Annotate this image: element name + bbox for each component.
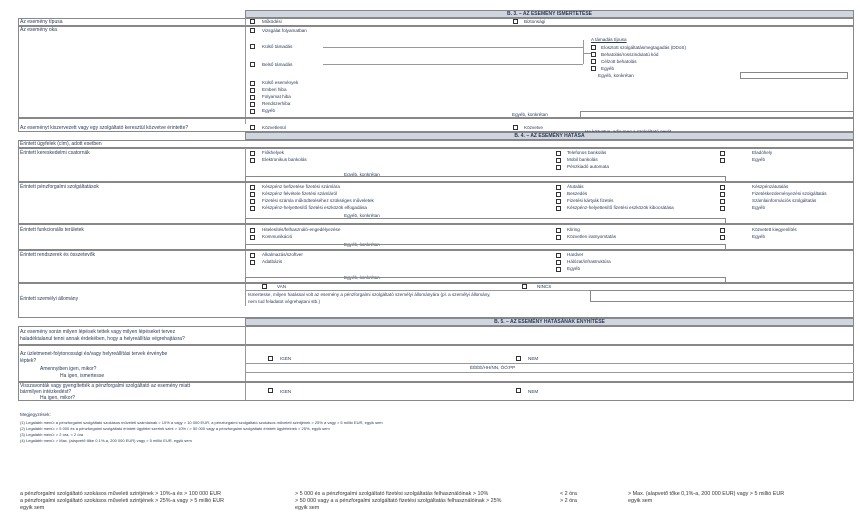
eladohely-checkbox[interactable] [720,151,725,156]
nincs-checkbox[interactable] [522,284,527,289]
penz-6-checkbox[interactable] [556,192,561,197]
b4-affected-row [18,140,854,148]
attack-egyeb-label: Egyéb [601,66,615,71]
rendszerhiba-checkbox[interactable] [250,102,255,107]
kozvetve-label: Közvetve [524,125,543,130]
funk-2-label: Kommunikáció [262,234,293,239]
penz-5-checkbox[interactable] [556,185,561,190]
rend-4-checkbox[interactable] [556,260,561,265]
b5-q2-line4: Ha igen, ismertesse [60,373,105,379]
penz-1-label: Készpénz befizetése fizetési számlára [262,184,340,189]
attack-other-label: Egyéb, konkrétan [598,73,634,78]
rend-1-checkbox[interactable] [250,253,255,258]
penz-11-label: Számlainformációs szolgáltatás [752,198,817,203]
elektronikus-checkbox[interactable] [250,158,255,163]
footnote-col3-1: < 2 óra [560,491,577,497]
kozvetve-checkbox[interactable] [513,125,518,130]
van-checkbox[interactable] [262,284,267,289]
channels-label: Érintett kereskedelmi csatornák [20,150,90,156]
funk-6-checkbox[interactable] [720,235,725,240]
celzott-label: Célzott behatolás [601,59,637,64]
q2-igen-label: IGEN [280,356,292,361]
b3-type-row [18,18,854,26]
vizsgalat-label: Vizsgálat folyamatban [262,28,307,33]
staff-label: Érintett személyi állomány [20,296,79,302]
behatolas-label: Behatolás/rosszindulatú kód [601,52,659,57]
footnote-col2-2: > 50 000 vagy a a pénzforgalmi szolgáltató fizetési szolgáltatás felhasználóinak > 25% [295,498,502,504]
rend-4-label: Hálózat/infrastruktúra [567,259,611,264]
penz-4-checkbox[interactable] [250,206,255,211]
kulso-label: Külső támadás [262,44,293,49]
telefonos-checkbox[interactable] [556,151,561,156]
fiokhelyek-checkbox[interactable] [250,151,255,156]
mobil-label: Mobil bankolás [567,157,598,162]
functional-areas-label: Érintett funkcionális területek [20,227,84,233]
kulso-esemeny-label: Külső események [262,80,299,85]
q2-date-hint: ÉÉÉÉ/HH/NN, ÓÓ:PP [470,365,516,370]
penz-11-checkbox[interactable] [720,199,725,204]
folyamat-hiba-label: Folyamat hiba [262,94,291,99]
affected-customers-label: Érintett ügyfelek (cím), adott esetben [20,141,102,147]
footnote-col1-2: a pénzforgalmi szolgáltató szokásos műveleti szintjének > 25%-a vagy > 5 millió EUR [20,498,225,504]
section-b3-header: B. 3. – AZ ESEMÉNY ISMERTETÉSE [245,10,854,18]
behatolas-checkbox[interactable] [591,52,596,57]
penz-7-label: Fizetési kártyák fizetés [567,198,614,203]
ddos-label: Elosztott szolgáltatásmegtagadás (DDoS) [601,45,687,50]
penz-8-checkbox[interactable] [556,206,561,211]
functional-other-label: Egyéb, konkrétan [344,242,380,247]
automata-label: Pénzkiadó automata [567,164,609,169]
penz-2-label: Készpénz felvétele fizetési számláról [262,191,338,196]
ddos-checkbox[interactable] [591,45,596,50]
funk-3-checkbox[interactable] [556,228,561,233]
funk-5-label: Közvetett kiegyenlítés [752,227,797,232]
funk-1-checkbox[interactable] [250,228,255,233]
q3-igen-checkbox[interactable] [268,388,273,393]
penz-1-checkbox[interactable] [250,185,255,190]
b5-q3-line1: Visszavonták vagy gyengítették a pénzforgalmi szolgáltató az esemény miatt [20,383,190,389]
kozvetlenul-checkbox[interactable] [250,125,255,130]
nincs-label: NINCS [537,284,552,289]
funk-6-label: Egyéb [752,234,766,239]
belso-checkbox[interactable] [250,62,255,67]
rend-5-label: Egyéb [567,266,581,271]
notes-line-3: (3) Legalább menü: > 2 óra, < 2 óra [20,432,84,437]
automata-checkbox[interactable] [556,165,561,170]
penz-6-label: Beszedés [567,191,588,196]
cause-other-input[interactable] [580,111,854,118]
penz-3-label: Fizetési számla működtetéséhez szükséges műveletek [262,198,374,203]
penz-12-checkbox[interactable] [720,206,725,211]
penz-9-checkbox[interactable] [720,185,725,190]
systems-other-label: Egyéb, konkrétan [344,275,380,280]
emberi-hiba-label: Emberi hiba [262,87,287,92]
notes-line-2: (2) Legalább menü: > 5 000 és a pénzforgalmi szolgáltató érintett ügyfelei szerinti szint > 10% / > 50 000 vagy a pénzforgalmi szolgáltató érintett ügyfeleinek > 25%, egyik sem [20,426,330,431]
attack-egyeb-checkbox[interactable] [591,66,596,71]
penz-8-label: Készpénz-helyettesítő fizetési eszközök kibocsátása [567,205,674,210]
attack-type-title: A támadás típusa [591,37,627,42]
footnote-col4-2: egyik sem [628,498,653,504]
b5-q1-line1: Az esemény során milyen lépések tettek vagy milyen lépéseket tervez [20,329,176,335]
section-b4-header: B. 4. – AZ ESEMÉNY HATÁSA [245,132,854,140]
penz-10-label: Fizetéskezdeményezési szolgáltatás [752,191,827,196]
funk-3-label: Kliring [567,227,580,232]
notes-title: Megjegyzések: [20,412,51,417]
b5-q2-line3: Amennyiben igen, mikor? [40,366,97,372]
rend-2-checkbox[interactable] [250,260,255,265]
staff-desc-2: nem tud feladatot végrehajtani stb.) [248,299,321,304]
rend-2-label: Adatbázis [262,259,283,264]
rend-1-label: Alkalmazás/szoftver [262,252,303,257]
payment-services-label: Érintett pénzforgalmi szolgáltatások [20,184,99,190]
van-label: VAN [277,284,287,289]
notes-line-1: (1) Legalább menü: a pénzforgalmi szolgáltató szokásos műveleti számlainak > 10% a vagy > 10 000 EUR, a pénzforgalmi szolgáltató szokásos műveleti szintjének > 25% a vagy > 5 millió EUR, egyik sem [20,420,383,425]
penz-10-checkbox[interactable] [720,192,725,197]
cause-other-label: Egyéb, konkrétan [512,112,548,117]
footnote-col4-1: > Max. (alapvető tőke 0,1%-a, 200 000 EUR) vagy > 5 millió EUR [628,491,785,497]
b5-q3-line3: Ha igen, mikor? [40,395,76,401]
q2-nem-label: NEM [528,356,539,361]
forgalom-egyeb-label: Egyéb [752,157,766,162]
mukodesi-checkbox[interactable] [250,19,255,24]
cause-egyeb-checkbox[interactable] [250,109,255,114]
celzott-checkbox[interactable] [591,59,596,64]
q2-igen-checkbox[interactable] [268,356,273,361]
mobil-checkbox[interactable] [556,158,561,163]
vizsgalat-checkbox[interactable] [250,28,255,33]
footnote-col3-2: > 2 óra [560,498,577,504]
eladohely-label: Eladóhely [752,150,773,155]
rend-3-label: Hardver [567,252,584,257]
folyamat-hiba-checkbox[interactable] [250,95,255,100]
elektronikus-label: Elektronikus bankolás [262,157,307,162]
funk-5-checkbox[interactable] [720,228,725,233]
penz-2-checkbox[interactable] [250,192,255,197]
penz-12-label: Egyéb [752,205,766,210]
q3-nem-checkbox[interactable] [516,388,521,393]
staff-desc-1: Ismertesse, milyen hatással volt az esemény a pénzforgalmi szolgáltató személyi állományára (pl. a személyi állomány, [248,292,491,297]
biztonsagi-label: Biztonsági [524,19,546,24]
channels-other-label: Egyéb, konkrétan [344,172,380,177]
mukodesi-label: Működési [262,19,282,24]
telefonos-label: Telefonos bankolás [567,150,607,155]
penz-9-label: Készpénzátutalás [752,184,789,189]
footnote-col2-1: > 5 000 és a pénzforgalmi szolgáltató fizetési szolgáltatás felhasználóinak > 10% [295,491,489,497]
q3-igen-label: IGEN [280,389,292,394]
payment-other-label: Egyéb, konkrétan [344,213,380,218]
forgalom-egyeb-checkbox[interactable] [720,158,725,163]
attack-other-input[interactable] [740,72,848,79]
kulso-esemeny-checkbox[interactable] [250,81,255,86]
rendszerhiba-label: Rendszerhiba [262,101,291,106]
q3-nem-label: NEM [528,389,539,394]
emberi-hiba-checkbox[interactable] [250,88,255,93]
event-cause-label: Az esemény oka [20,27,57,33]
event-type-label: Az esemény típusa [20,19,63,25]
funk-2-checkbox[interactable] [250,235,255,240]
notes-line-4: (4) Legalább menü: > Max. (alapvető tőke 0.1%-a, 200 000 EUR) vagy > 5 millió EUR, egyik sem [20,438,192,443]
footnote-col2-3: egyik sem [295,505,320,511]
penz-4-label: Készpénz-helyettesítő fizetési eszközök elfogadása [262,205,367,210]
systems-label: Érintett rendszerek és összetevők [20,252,96,258]
kozvetlenul-label: Közvetlenül [262,125,286,130]
thirdparty-label: Az eseményt kiszervezett vagy egy szolgáltató keresztül közvetve érintette? [20,125,189,131]
rend-3-checkbox[interactable] [556,253,561,258]
penz-5-label: Átutalás [567,184,584,189]
b5-q3-line2: bármilyen intézkedést? [20,389,72,395]
funk-1-label: Hitelesítés/felhasználó-engedélyezése [262,227,341,232]
kulso-checkbox[interactable] [250,44,255,49]
q2-nem-checkbox[interactable] [516,356,521,361]
cause-egyeb-label: Egyéb [262,108,276,113]
rend-5-checkbox[interactable] [556,267,561,272]
section-b5-header: B. 5. – AZ ESEMÉNY HATÁSÁNAK ENYHÍTÉSE [245,318,854,326]
b5-q2-line2: léptek? [20,358,37,364]
funk-4-checkbox[interactable] [556,235,561,240]
penz-7-checkbox[interactable] [556,199,561,204]
b5-q2-line1: Az üzletmenet-folytonossági és/vagy helyreállítási tervek érvénybe [20,351,168,357]
fiokhelyek-label: Fiókhelyek [262,150,284,155]
funk-4-label: Közvetlen iratnyomtatás [567,234,617,239]
belso-label: Belső támadás [262,62,293,67]
b3-cause-block [18,26,854,118]
footnote-col1-3: egyik sem [20,505,45,511]
penz-3-checkbox[interactable] [250,199,255,204]
biztonsagi-checkbox[interactable] [513,19,518,24]
staff-desc-input[interactable] [590,290,854,302]
footnote-col1-1: a pénzforgalmi szolgáltató szokásos műveleti szintjének > 10%-a és > 100 000 EUR [20,491,222,497]
b5-q1-line2: haladéktalanul tenni annak érdekében, hogy a helyreállítás végrehajtásra? [20,336,185,342]
